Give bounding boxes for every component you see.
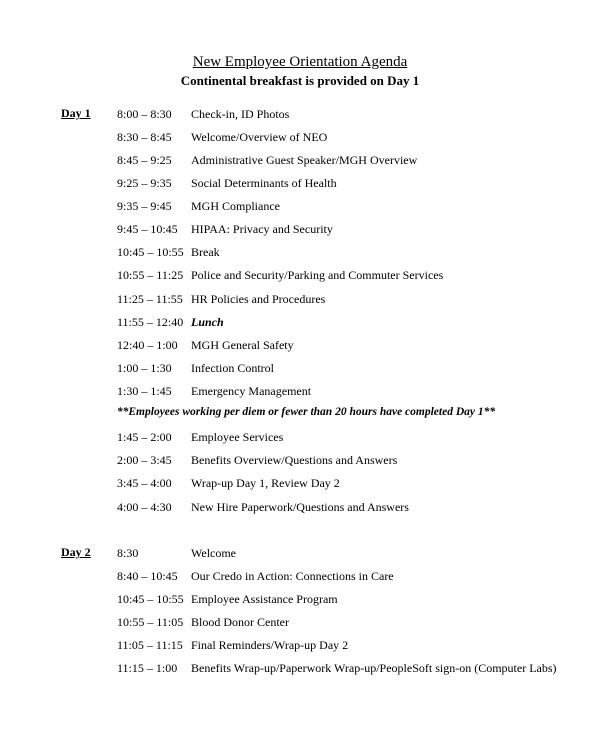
- agenda-description: Benefits Overview/Questions and Answers: [191, 453, 398, 467]
- agenda-description: Administrative Guest Speaker/MGH Overview: [191, 153, 418, 167]
- agenda-time: 10:45 – 10:55: [117, 592, 184, 606]
- agenda-description: Blood Donor Center: [191, 615, 289, 629]
- agenda-time: 8:00 – 8:30: [117, 107, 172, 121]
- agenda-time: 1:30 – 1:45: [117, 384, 172, 398]
- agenda-row: [0, 106, 600, 122]
- agenda-time: 8:30: [117, 546, 139, 560]
- agenda-time: 2:00 – 3:45: [117, 453, 172, 467]
- agenda-row: [0, 267, 600, 283]
- agenda-time: 9:45 – 10:45: [117, 222, 178, 236]
- agenda-time: 10:55 – 11:05: [117, 615, 184, 629]
- agenda-description: HIPAA: Privacy and Security: [191, 222, 333, 236]
- agenda-description: Infection Control: [191, 361, 274, 375]
- agenda-time: 9:35 – 9:45: [117, 199, 172, 213]
- agenda-row: [0, 568, 600, 584]
- agenda-description: Welcome/Overview of NEO: [191, 130, 328, 144]
- agenda-row: [0, 545, 600, 561]
- page-title: New Employee Orientation Agenda: [192, 54, 408, 70]
- agenda-row: [0, 175, 600, 191]
- agenda-row: [0, 129, 600, 145]
- agenda-description: MGH Compliance: [191, 199, 280, 213]
- agenda-time: 10:55 – 11:25: [117, 268, 184, 282]
- agenda-time: 4:00 – 4:30: [117, 500, 172, 514]
- agenda-description: Wrap-up Day 1, Review Day 2: [191, 476, 340, 490]
- agenda-row: [0, 475, 600, 491]
- agenda-description-lunch: Lunch: [191, 315, 224, 329]
- agenda-description: Benefits Wrap-up/Paperwork Wrap-up/PeopleSoft sign-on (Computer Labs): [191, 661, 557, 675]
- agenda-row: [0, 591, 600, 607]
- day-1-label: Day 1: [61, 106, 91, 120]
- agenda-row: [0, 314, 600, 330]
- agenda-description: New Hire Paperwork/Questions and Answers: [191, 500, 409, 514]
- agenda-row: [0, 360, 600, 376]
- agenda-row: [0, 499, 600, 515]
- agenda-row: [0, 244, 600, 260]
- agenda-row: [0, 637, 600, 653]
- agenda-row: [0, 198, 600, 214]
- agenda-time: 8:30 – 8:45: [117, 130, 172, 144]
- day-1-note: **Employees working per diem or fewer than 20 hours have completed Day 1**: [116, 406, 496, 418]
- agenda-time: 8:45 – 9:25: [117, 153, 172, 167]
- agenda-description: Employee Assistance Program: [191, 592, 338, 606]
- agenda-time: 11:05 – 11:15: [117, 638, 183, 652]
- agenda-time: 1:00 – 1:30: [117, 361, 172, 375]
- agenda-description: Check-in, ID Photos: [191, 107, 290, 121]
- agenda-row: [0, 452, 600, 468]
- agenda-description: Final Reminders/Wrap-up Day 2: [191, 638, 349, 652]
- agenda-time: 8:40 – 10:45: [117, 569, 178, 583]
- agenda-time: 1:45 – 2:00: [117, 430, 172, 444]
- agenda-time: 10:45 – 10:55: [117, 245, 184, 259]
- agenda-row: [0, 660, 600, 676]
- agenda-time: 11:55 – 12:40: [117, 315, 184, 329]
- agenda-time: 12:40 – 1:00: [117, 338, 178, 352]
- header: [0, 53, 600, 89]
- agenda-row: [0, 291, 600, 307]
- agenda-description: Welcome: [191, 546, 237, 560]
- agenda-row: [0, 221, 600, 237]
- page-subtitle: Continental breakfast is provided on Day 1: [180, 73, 420, 88]
- agenda-row: [0, 429, 600, 445]
- agenda-description: Emergency Management: [191, 384, 312, 398]
- agenda-description: MGH General Safety: [191, 338, 294, 352]
- agenda-row: [0, 337, 600, 353]
- agenda-description: Our Credo in Action: Connections in Care: [191, 569, 394, 583]
- agenda-time: 11:25 – 11:55: [117, 292, 183, 306]
- agenda-description: Break: [191, 245, 220, 259]
- agenda-row: [0, 383, 600, 399]
- agenda-description: Police and Security/Parking and Commuter Services: [191, 268, 444, 282]
- agenda-time: 11:15 – 1:00: [117, 661, 178, 675]
- agenda-description: Social Determinants of Health: [191, 176, 337, 190]
- agenda-description: Employee Services: [191, 430, 284, 444]
- agenda-time: 9:25 – 9:35: [117, 176, 172, 190]
- agenda-row: [0, 614, 600, 630]
- day-2-label: Day 2: [61, 545, 91, 559]
- agenda-time: 3:45 – 4:00: [117, 476, 172, 490]
- agenda-description: HR Policies and Procedures: [191, 292, 326, 306]
- agenda-row: [0, 152, 600, 168]
